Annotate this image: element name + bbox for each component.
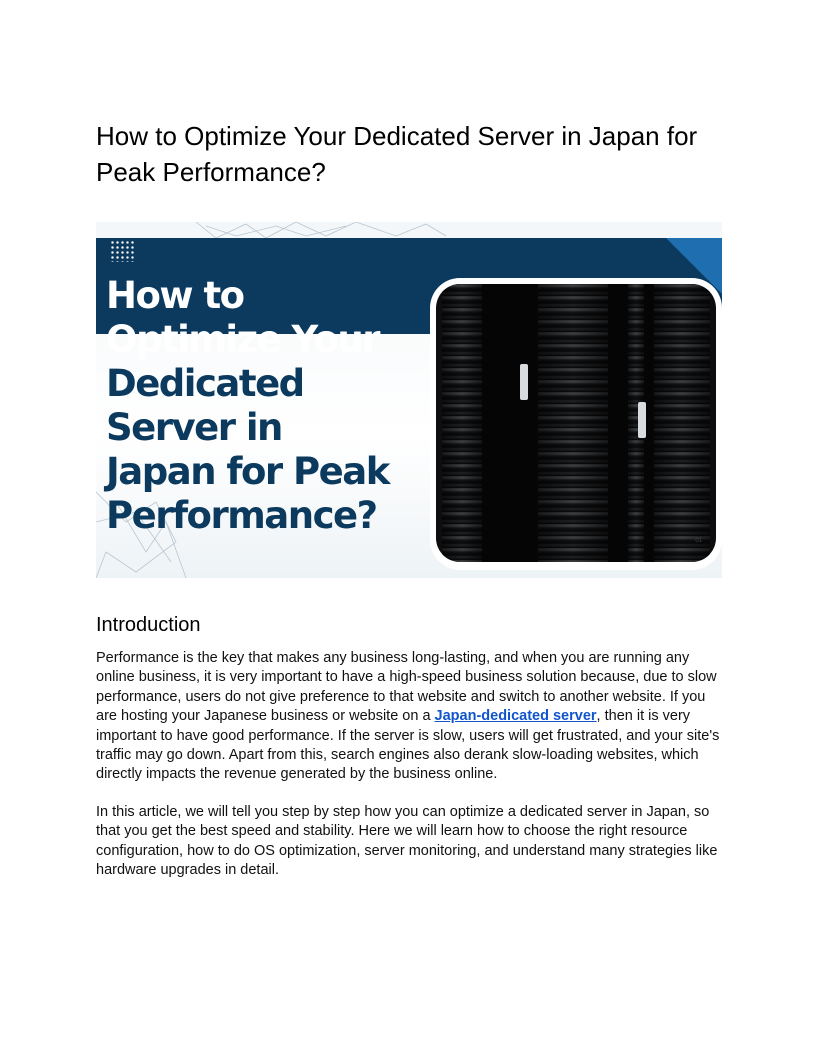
banner-image [96,222,722,578]
photo-caption: 01 [695,538,702,544]
server-rack [442,284,482,562]
rack-handle [638,402,646,438]
banner-headline-line-6: Performance? [106,494,377,537]
rack-gap [608,284,628,562]
banner-headline-line-3: Dedicated [106,362,304,405]
intro-paragraph-2: In this article, we will tell you step by step how you can optimize a dedicated server in Japan, so that you get the best speed and stability. Here we will learn how to choose the right resource configuration, how to do OS optimization, server monitoring, and understand many strategies like hardware upgrades in detail. [96,804,718,879]
dot-grid-decoration [110,240,136,262]
japan-dedicated-server-link[interactable]: Japan-dedicated server [434,708,597,725]
banner-headline-line-4: Server in [106,406,282,449]
banner-headline-line-5: Japan for Peak [106,450,389,493]
server-rack-photo [436,284,716,562]
intro-paragraph-1 [96,649,726,785]
section-heading-introduction: Introduction [96,614,201,636]
banner-headline-line-1: How to [106,274,244,317]
paragraph-text: Performance is the key that makes any business long-lasting, and when you are running any online business, it is very important to have a high-speed business solution because, due to slow performance, users do not give preference to that website and switch to another website. If you are hosting your Japanese business or website on a [96,650,717,725]
banner-headline-line-2: Optimize Your [106,318,379,361]
paragraph-text: , then it is very important to have good performance. If the server is slow, users will get frustrated, and your site's traffic may go down. Apart from this, search engines also derank slow-loading websites, which directly impacts the revenue generated by the business online. [96,708,720,783]
page-title: How to Optimize Your Dedicated Server in Japan for Peak Performance? [96,121,698,187]
server-rack [538,284,608,562]
rack-gap [482,284,538,562]
rack-handle [520,364,528,400]
server-rack [654,284,710,562]
